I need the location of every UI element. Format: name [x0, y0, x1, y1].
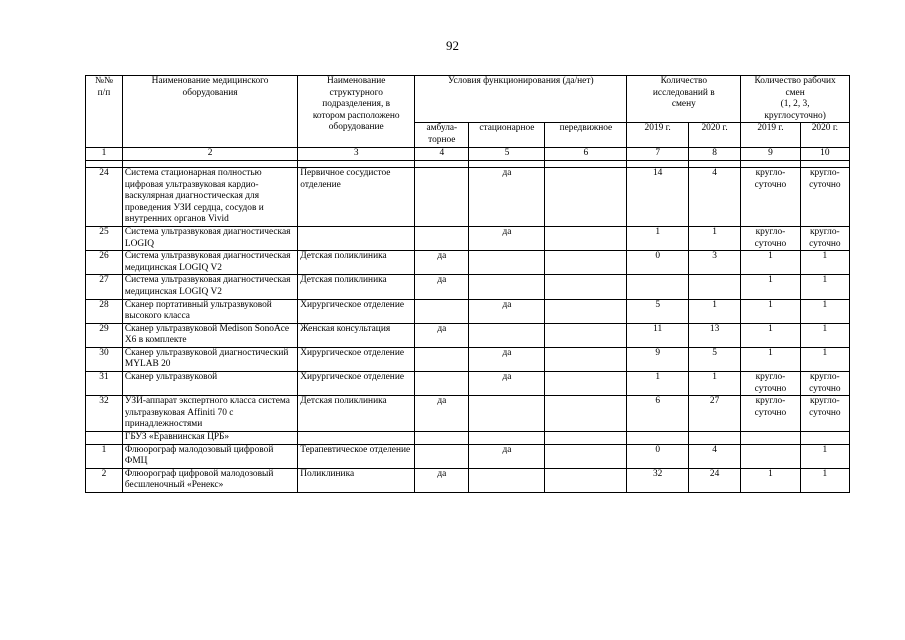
count-2019 — [627, 275, 689, 299]
header-shifts: Количество рабочих смен (1, 2, 3, круглосуточно) — [741, 76, 850, 123]
ambulatory: да — [415, 275, 469, 299]
shifts-2020: кругло- суточно — [800, 372, 849, 396]
table-row — [86, 372, 850, 396]
shifts-2019 — [741, 444, 800, 468]
unit-name: Терапевтическое отделение — [298, 444, 415, 468]
header-2019: 2019 г. — [627, 123, 689, 148]
shifts-2020: 1 — [800, 275, 849, 299]
count-2019: 32 — [627, 468, 689, 492]
shifts-2019: 1 — [741, 468, 800, 492]
count-2020: 4 — [688, 167, 740, 226]
shifts-2020: 1 — [800, 347, 849, 371]
section-empty — [545, 432, 627, 445]
unit-name: Детская поликлиника — [298, 251, 415, 275]
shifts-2019: 1 — [741, 251, 800, 275]
spacer-cell — [545, 160, 627, 167]
colnum: 3 — [298, 148, 415, 161]
table-row — [86, 347, 850, 371]
equipment-name: УЗИ-аппарат экспертного класса система ультразвуковая Affiniti 70 с принадлежностями — [122, 396, 297, 432]
ambulatory — [415, 347, 469, 371]
colnum: 1 — [86, 148, 123, 161]
header-equipment-name: Наименование медицинского оборудования — [122, 76, 297, 148]
ambulatory — [415, 444, 469, 468]
mobile — [545, 226, 627, 250]
stationary: да — [469, 167, 545, 226]
count-2019: 0 — [627, 251, 689, 275]
section-empty — [627, 432, 689, 445]
table-row — [86, 275, 850, 299]
count-2019: 1 — [627, 372, 689, 396]
unit-name: Поликлиника — [298, 468, 415, 492]
row-number: 30 — [86, 347, 123, 371]
stationary — [469, 396, 545, 432]
header-stac: стационарное — [469, 123, 545, 148]
colnum: 2 — [122, 148, 297, 161]
count-2019: 14 — [627, 167, 689, 226]
ambulatory — [415, 299, 469, 323]
shifts-2019: 1 — [741, 347, 800, 371]
unit-name: Хирургическое отделение — [298, 299, 415, 323]
header-shift-2019: 2019 г. — [741, 123, 800, 148]
spacer-cell — [469, 160, 545, 167]
section-empty — [86, 432, 123, 445]
mobile — [545, 347, 627, 371]
header-ambul: амбула- торное — [415, 123, 469, 148]
stationary: да — [469, 372, 545, 396]
mobile — [545, 251, 627, 275]
count-2020: 13 — [688, 323, 740, 347]
mobile — [545, 444, 627, 468]
shifts-2020: кругло- суточно — [800, 226, 849, 250]
mobile — [545, 372, 627, 396]
stationary — [469, 251, 545, 275]
header-unit: Наименование структурного подразделения, в котором расположено оборудование — [298, 76, 415, 148]
spacer-cell — [415, 160, 469, 167]
count-2020 — [688, 275, 740, 299]
header-2020: 2020 г. — [688, 123, 740, 148]
stationary — [469, 468, 545, 492]
table-row — [86, 226, 850, 250]
mobile — [545, 167, 627, 226]
spacer-cell — [298, 160, 415, 167]
shifts-2019: 1 — [741, 323, 800, 347]
header-num: №№ п/п — [86, 76, 123, 148]
row-number: 2 — [86, 468, 123, 492]
shifts-2019: 1 — [741, 299, 800, 323]
table-row — [86, 444, 850, 468]
table-row — [86, 468, 850, 492]
shifts-2020: 1 — [800, 299, 849, 323]
equipment-name: Сканер ультразвуковой диагностический MYLAB 20 — [122, 347, 297, 371]
header-shift-2020: 2020 г. — [800, 123, 849, 148]
count-2020: 27 — [688, 396, 740, 432]
section-empty — [298, 432, 415, 445]
row-number: 26 — [86, 251, 123, 275]
page-number: 92 — [446, 38, 459, 53]
shifts-2020: кругло- суточно — [800, 396, 849, 432]
stationary: да — [469, 347, 545, 371]
section-empty — [800, 432, 849, 445]
count-2019: 1 — [627, 226, 689, 250]
stationary: да — [469, 299, 545, 323]
mobile — [545, 275, 627, 299]
row-number: 24 — [86, 167, 123, 226]
count-2019: 11 — [627, 323, 689, 347]
row-number: 28 — [86, 299, 123, 323]
shifts-2020: 1 — [800, 323, 849, 347]
header-mobile: передвижное — [545, 123, 627, 148]
row-number: 25 — [86, 226, 123, 250]
colnum: 4 — [415, 148, 469, 161]
equipment-name: Флюорограф цифровой малодозовый бесшленочный «Ренекс» — [122, 468, 297, 492]
header-conditions: Условия функционирования (да/нет) — [415, 76, 627, 123]
shifts-2019: кругло- суточно — [741, 396, 800, 432]
shifts-2019: кругло- суточно — [741, 372, 800, 396]
count-2019: 6 — [627, 396, 689, 432]
unit-name: Детская поликлиника — [298, 275, 415, 299]
colnum: 8 — [688, 148, 740, 161]
section-title: ГБУЗ «Еравнинская ЦРБ» — [122, 432, 297, 445]
count-2020: 1 — [688, 299, 740, 323]
table-row — [86, 396, 850, 432]
count-2020: 4 — [688, 444, 740, 468]
equipment-name: Сканер ультразвуковой Medison SonoAce X6 в комплекте — [122, 323, 297, 347]
count-2019: 0 — [627, 444, 689, 468]
spacer-cell — [122, 160, 297, 167]
shifts-2020: 1 — [800, 444, 849, 468]
unit-name: Хирургическое отделение — [298, 372, 415, 396]
spacer-row — [86, 160, 850, 167]
mobile — [545, 323, 627, 347]
count-2019: 9 — [627, 347, 689, 371]
colnum: 6 — [545, 148, 627, 161]
table-row — [86, 323, 850, 347]
colnum: 7 — [627, 148, 689, 161]
section-empty — [469, 432, 545, 445]
spacer-cell — [741, 160, 800, 167]
ambulatory: да — [415, 468, 469, 492]
ambulatory: да — [415, 251, 469, 275]
count-2020: 3 — [688, 251, 740, 275]
row-number: 29 — [86, 323, 123, 347]
unit-name: Хирургическое отделение — [298, 347, 415, 371]
unit-name: Детская поликлиника — [298, 396, 415, 432]
ambulatory — [415, 372, 469, 396]
equipment-name: Сканер портативный ультразвуковой высокого класса — [122, 299, 297, 323]
count-2020: 5 — [688, 347, 740, 371]
count-2020: 1 — [688, 226, 740, 250]
table-row — [86, 167, 850, 226]
section-empty — [415, 432, 469, 445]
colnum: 9 — [741, 148, 800, 161]
stationary: да — [469, 226, 545, 250]
equipment-name: Флюорограф малодозовый цифровой ФМЦ — [122, 444, 297, 468]
table-row — [86, 251, 850, 275]
colnum: 10 — [800, 148, 849, 161]
row-number: 27 — [86, 275, 123, 299]
mobile — [545, 396, 627, 432]
shifts-2019: кругло- суточно — [741, 226, 800, 250]
count-2019: 5 — [627, 299, 689, 323]
row-number: 32 — [86, 396, 123, 432]
count-2020: 1 — [688, 372, 740, 396]
spacer-cell — [688, 160, 740, 167]
row-number: 31 — [86, 372, 123, 396]
row-number: 1 — [86, 444, 123, 468]
ambulatory — [415, 167, 469, 226]
stationary — [469, 323, 545, 347]
ambulatory — [415, 226, 469, 250]
unit-name: Женская консультация — [298, 323, 415, 347]
header-count: Количество исследований в смену — [627, 76, 741, 123]
section-empty — [688, 432, 740, 445]
spacer-cell — [800, 160, 849, 167]
mobile — [545, 468, 627, 492]
shifts-2019: кругло- суточно — [741, 167, 800, 226]
unit-name: Первичное сосудистое отделение — [298, 167, 415, 226]
colnum: 5 — [469, 148, 545, 161]
section-row — [86, 432, 850, 445]
stationary — [469, 275, 545, 299]
ambulatory: да — [415, 323, 469, 347]
header-row-1 — [86, 76, 850, 123]
column-numbers-row — [86, 148, 850, 161]
spacer-cell — [86, 160, 123, 167]
spacer-cell — [627, 160, 689, 167]
stationary: да — [469, 444, 545, 468]
shifts-2020: 1 — [800, 468, 849, 492]
ambulatory: да — [415, 396, 469, 432]
equipment-name: Система ультразвуковая диагностическая медицинская LOGIQ V2 — [122, 275, 297, 299]
unit-name — [298, 226, 415, 250]
shifts-2020: 1 — [800, 251, 849, 275]
count-2020: 24 — [688, 468, 740, 492]
equipment-table — [85, 75, 850, 493]
equipment-name: Система ультразвуковая диагностическая медицинская LOGIQ V2 — [122, 251, 297, 275]
shifts-2020: кругло- суточно — [800, 167, 849, 226]
mobile — [545, 299, 627, 323]
section-empty — [741, 432, 800, 445]
equipment-name: Система стационарная полностью цифровая ультразвуковая кардио-васкулярная диагностическая для проведения УЗИ сердца, сосудов и внутренних органов Vivid — [122, 167, 297, 226]
equipment-name: Сканер ультразвуковой — [122, 372, 297, 396]
equipment-name: Система ультразвуковая диагностическая LOGIQ — [122, 226, 297, 250]
shifts-2019: 1 — [741, 275, 800, 299]
table-row — [86, 299, 850, 323]
